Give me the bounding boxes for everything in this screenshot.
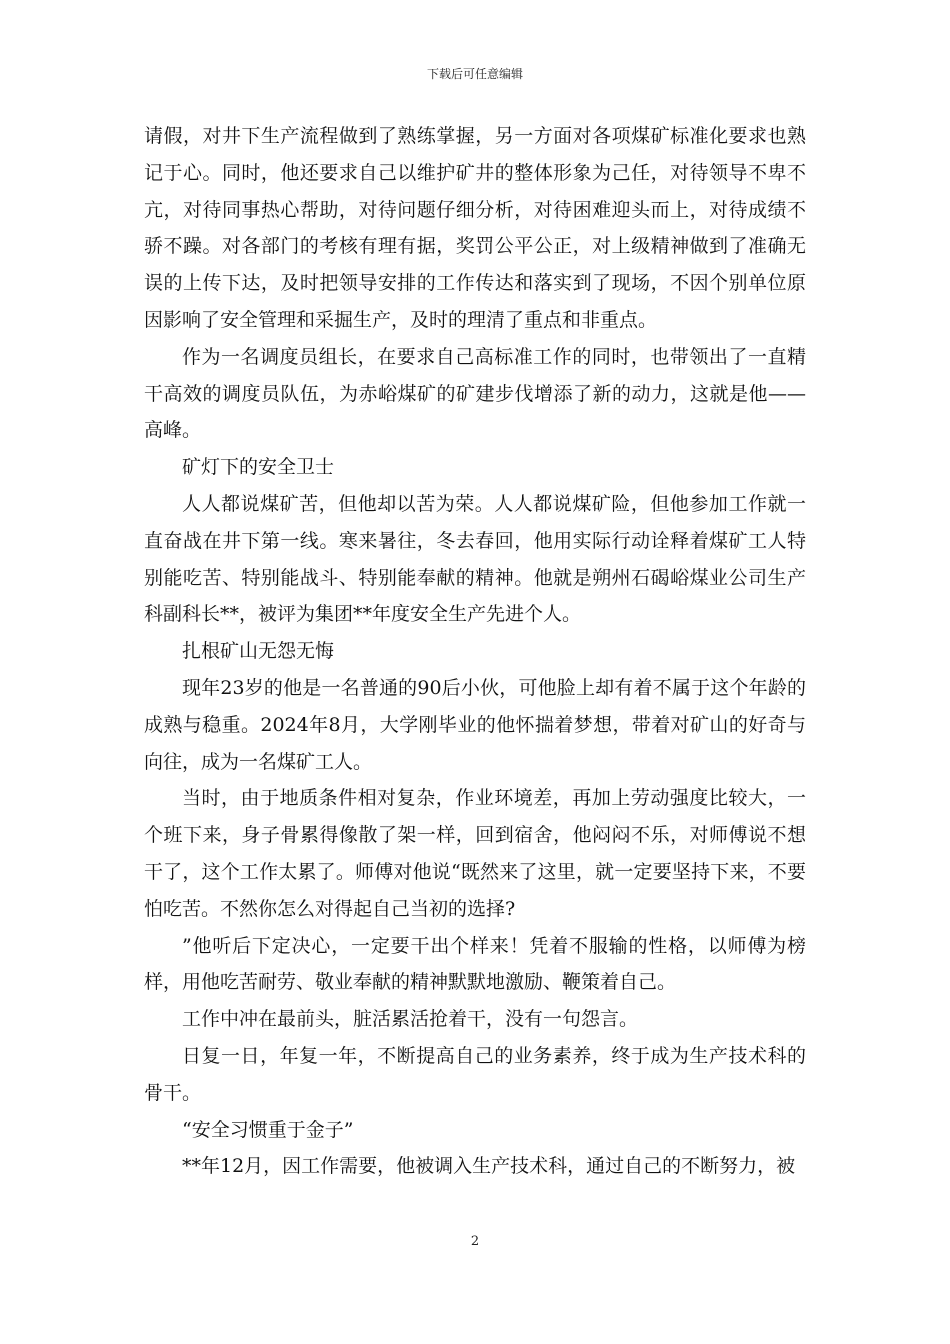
page-number: 2 — [470, 1234, 480, 1249]
paragraph: 当时，由于地质条件相对复杂，作业环境差，再加上劳动强度比较大，一个班下来，身子骨累得像散了架一样，回到宿舍，他闷闷不乐，对师傅说不想干了，这个工作太累了。师傅对他说“既然来了这里，就一定要坚持下来，不要怕吃苦。不然你怎么对得起自己当初的选择? — [144, 787, 806, 920]
paragraph-continuation: 请假，对井下生产流程做到了熟练掌握，另一方面对各项煤矿标准化要求也熟记于心。同时，他还要求自己以维护矿井的整体形象为己任，对待领导不卑不亢，对待同事热心帮助，对待问题仔细分析，对待困难迎头而上，对待成绩不骄不躁。对各部门的考核有理有据，奖罚公平公正，对上级精神做到了准确无误的上传下达，及时把领导安排的工作传达和落实到了现场，不因个别单位原因影响了安全管理和采掘生产，及时的理清了重点和非重点。 — [144, 125, 806, 331]
paragraph: 作为一名调度员组长，在要求自己高标准工作的同时，也带领出了一直精干高效的调度员队伍，为赤峪煤矿的矿建步伐增添了新的动力，这就是他——高峰。 — [144, 345, 806, 442]
section-heading: “安全习惯重于金子” — [182, 1118, 354, 1141]
paragraph: **年12月，因工作需要，他被调入生产技术科，通过自己的不断努力，被 — [182, 1155, 796, 1178]
document-body — [144, 118, 806, 1185]
paragraph: 现年23岁的他是一名普通的90后小伙，可他脸上却有着不属于这个年龄的成熟与稳重。2024年8月，大学刚毕业的他怀揣着梦想，带着对矿山的好奇与向往，成为一名煤矿工人。 — [144, 676, 806, 773]
section-heading: 矿灯下的安全卫士 — [182, 456, 335, 479]
paragraph: 日复一日，年复一年，不断提高自己的业务素养，终于成为生产技术科的骨干。 — [144, 1044, 806, 1104]
section-heading: 扎根矿山无怨无悔 — [182, 640, 335, 663]
paragraph: ”他听后下定决心，一定要干出个样来！凭着不服输的性格，以师傅为榜样，用他吃苦耐劳、敬业奉献的精神默默地激励、鞭策着自己。 — [144, 934, 806, 994]
paragraph: 人人都说煤矿苦，但他却以苦为荣。人人都说煤矿险，但他参加工作就一直奋战在井下第一线。寒来暑往，冬去春回，他用实际行动诠释着煤矿工人特别能吃苦、特别能战斗、特别能奉献的精神。他就是朔州石碣峪煤业公司生产科副科长**，被评为集团**年度安全生产先进个人。 — [144, 492, 806, 626]
page-header: 下载后可任意编辑 — [426, 67, 523, 81]
paragraph: 工作中冲在最前头，脏活累活抢着干，没有一句怨言。 — [182, 1008, 639, 1031]
